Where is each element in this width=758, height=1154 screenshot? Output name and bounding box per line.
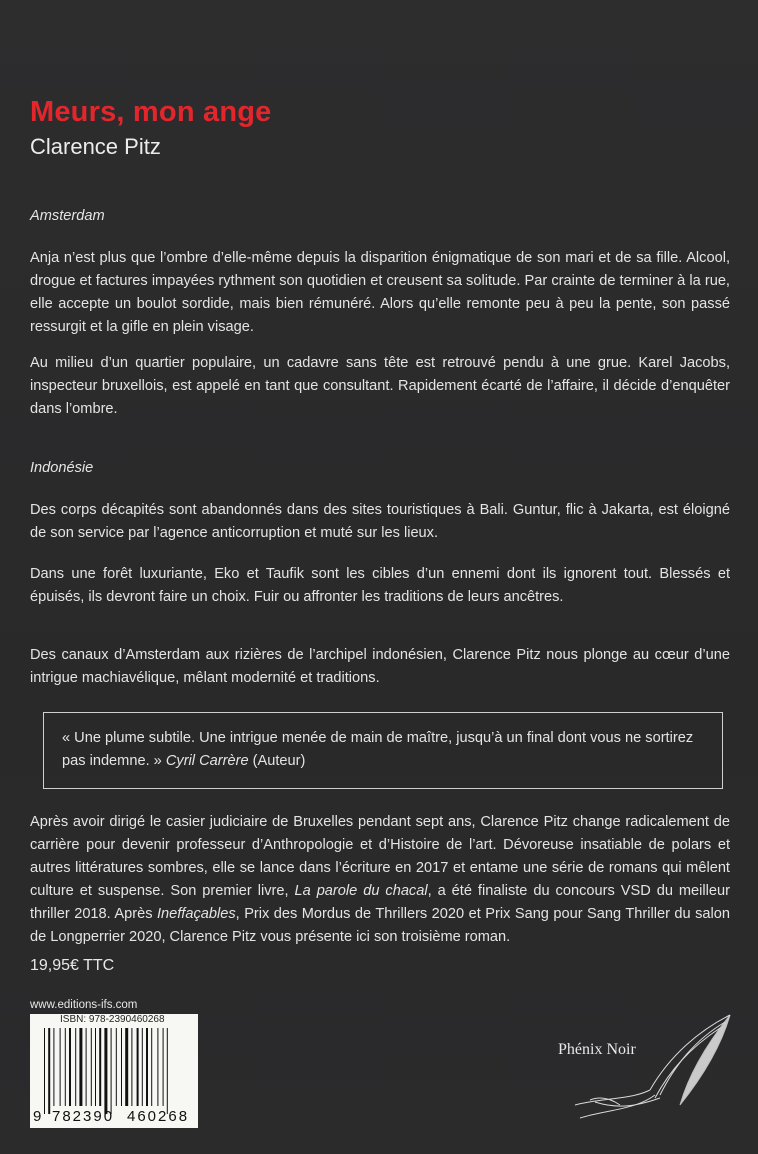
paragraph-amsterdam-1: Anja n’est plus que l’ombre d’elle-même depuis la disparition énigmatique de son mari et de sa fille. Alcool, drogue et factures impayées rythment son quotidien et creusent sa solitude. Par crainte de terminer à la rue, elle accepte un boulot sordide, mais bien rémunéré. Alors qu’elle remonte peu à peu la pente, son passé ressurgit et la gifle en plein visage. <box>30 250 730 335</box>
section-heading-indonesie: Indonésie <box>30 460 94 476</box>
author-bio <box>30 811 730 949</box>
bio-part1: Après avoir dirigé le casier judiciaire de Bruxelles pendant sept ans, Clarence Pitz change radicalement de carrière pour devenir professeur d’Anthropologie et d’Histoire de l’art. Dévoreuse insatiable de polars et autres littératures sombres, elle se lance dans l’écriture en 2017 et entame une série de romans qui mêlent culture et suspense. Son premier livre, <box>30 814 730 899</box>
quote <box>62 727 707 773</box>
paragraph-indonesie-2: Dans une forêt luxuriante, Eko et Taufik sont les cibles d’un ennemi dont ils ignorent tout. Blessés et épuisés, ils devront faire un choix. Fuir ou affronter les traditions de leurs ancêtres. <box>30 566 730 605</box>
paragraph-indonesie-1: Des corps décapités sont abandonnés dans des sites touristiques à Bali. Guntur, flic à Jakarta, est éloigné de son service par l’agence anticorruption et muté sur les lieux. <box>30 502 730 541</box>
bio-book-2: Ineffaçables <box>156 906 236 922</box>
quote-box <box>43 712 723 789</box>
feather-logo-icon <box>560 1010 740 1120</box>
quote-text: « Une plume subtile. Une intrigue menée de main de maître, jusqu’à un final dont vous ne sortirez pas indemne. » <box>62 730 694 769</box>
section-heading-amsterdam: Amsterdam <box>30 208 105 224</box>
bio-part2: , a été finaliste du concours VSD du meilleur thriller 2018. Après <box>30 883 730 922</box>
website-url: www.editions-ifs.com <box>30 999 138 1011</box>
paragraph-amsterdam-2: Au milieu d’un quartier populaire, un cadavre sans tête est retrouvé pendu à une grue. Karel Jacobs, inspecteur bruxellois, est appelé en tant que consultant. Rapidement écarté de l’affaire, il décide d’enquêter dans l’ombre. <box>30 355 730 417</box>
publisher-name: Phénix Noir <box>558 1041 636 1058</box>
barcode-first-digit: 9 <box>33 1108 42 1125</box>
paragraph-summary: Des canaux d’Amsterdam aux rizières de l’archipel indonésien, Clarence Pitz nous plonge au cœur d’une intrigue machiavélique, mêlant modernité et traditions. <box>30 647 730 686</box>
isbn-label: ISBN: 978-2390460268 <box>60 1014 165 1025</box>
book-author: Clarence Pitz <box>30 134 161 159</box>
barcode-box <box>30 1014 198 1128</box>
barcode-group-1: 782390 <box>52 1108 115 1125</box>
quote-source: Cyril Carrère <box>165 753 249 769</box>
book-title: Meurs, mon ange <box>30 96 272 128</box>
bio-part3: , Prix des Mordus de Thrillers 2020 et Prix Sang pour Sang Thriller du salon de Longperrier 2020, Clarence Pitz vous présente ici son troisième roman. <box>30 906 730 945</box>
price: 19,95€ TTC <box>30 957 115 974</box>
quote-role: (Auteur) <box>252 753 306 769</box>
bio-book-1: La parole du chacal <box>294 883 428 899</box>
barcode-group-2: 460268 <box>127 1108 190 1125</box>
